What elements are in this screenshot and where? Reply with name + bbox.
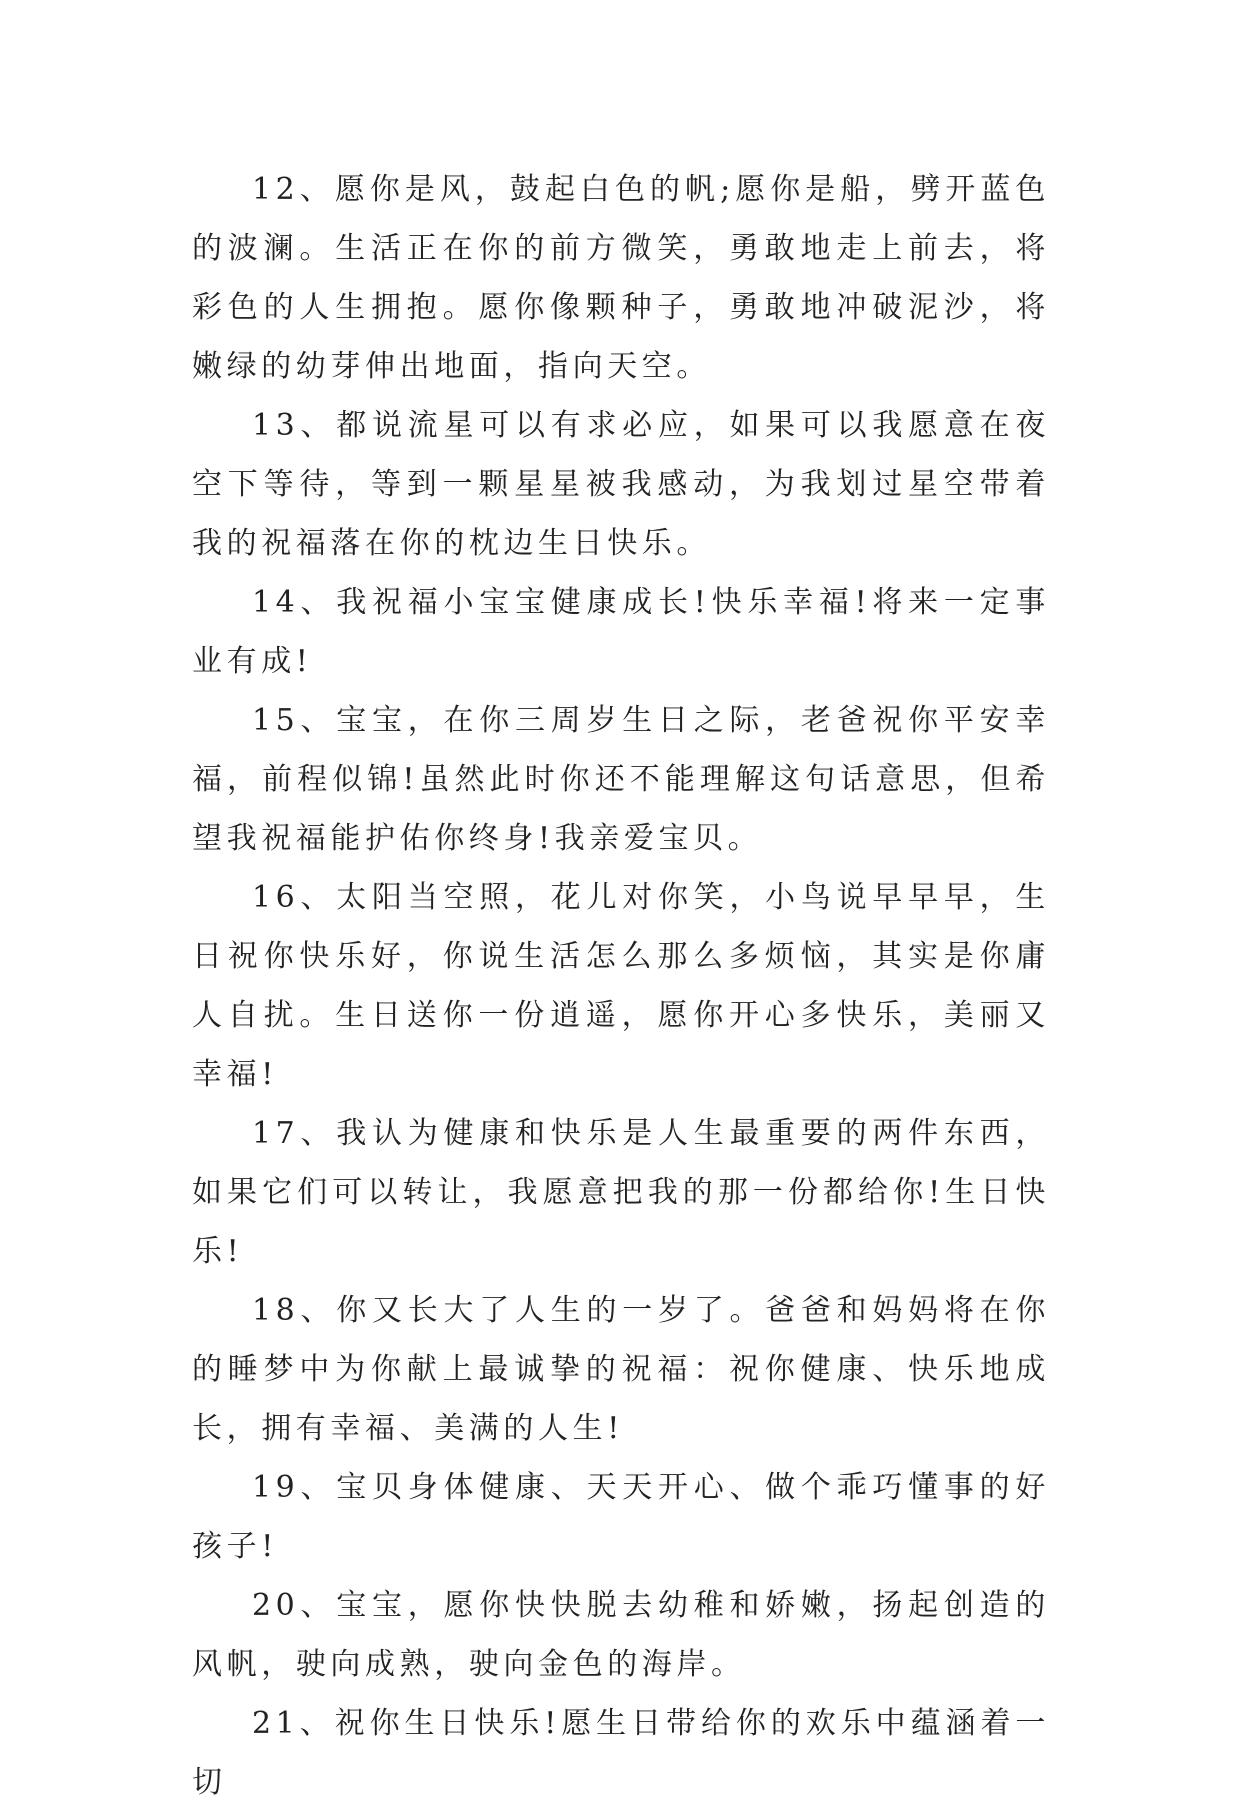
paragraph-13: 13、都说流星可以有求必应，如果可以我愿意在夜空下等待，等到一颗星星被我感动，为我划过星空带着我的祝福落在你的枕边生日快乐。	[192, 408, 1050, 561]
paragraph-12: 12、愿你是风，鼓起白色的帆;愿你是船，劈开蓝色的波澜。生活正在你的前方微笑，勇敢地走上前去，将彩色的人生拥抱。愿你像颗种子，勇敢地冲破泥沙，将嫩绿的幼芽伸出地面，指向天空。	[192, 172, 1050, 384]
paragraph-14: 14、我祝福小宝宝健康成长!快乐幸福!将来一定事业有成!	[192, 585, 1050, 679]
document-body	[192, 160, 1050, 1812]
paragraph-17: 17、我认为健康和快乐是人生最重要的两件东西，如果它们可以转让，我愿意把我的那一份都给你!生日快乐!	[192, 1116, 1050, 1269]
paragraph-18: 18、你又长大了人生的一岁了。爸爸和妈妈将在你的睡梦中为你献上最诚挚的祝福：祝你健康、快乐地成长，拥有幸福、美满的人生!	[192, 1293, 1050, 1446]
paragraph-16: 16、太阳当空照，花儿对你笑，小鸟说早早早，生日祝你快乐好，你说生活怎么那么多烦恼，其实是你庸人自扰。生日送你一份逍遥，愿你开心多快乐，美丽又幸福!	[192, 880, 1050, 1092]
paragraph-20: 20、宝宝，愿你快快脱去幼稚和娇嫩，扬起创造的风帆，驶向成熟，驶向金色的海岸。	[192, 1588, 1050, 1682]
paragraph-19: 19、宝贝身体健康、天天开心、做个乖巧懂事的好孩子!	[192, 1470, 1050, 1564]
paragraph-21: 21、祝你生日快乐!愿生日带给你的欢乐中蕴涵着一切	[192, 1706, 1050, 1800]
paragraph-15: 15、宝宝，在你三周岁生日之际，老爸祝你平安幸福，前程似锦!虽然此时你还不能理解这句话意思，但希望我祝福能护佑你终身!我亲爱宝贝。	[192, 703, 1050, 856]
